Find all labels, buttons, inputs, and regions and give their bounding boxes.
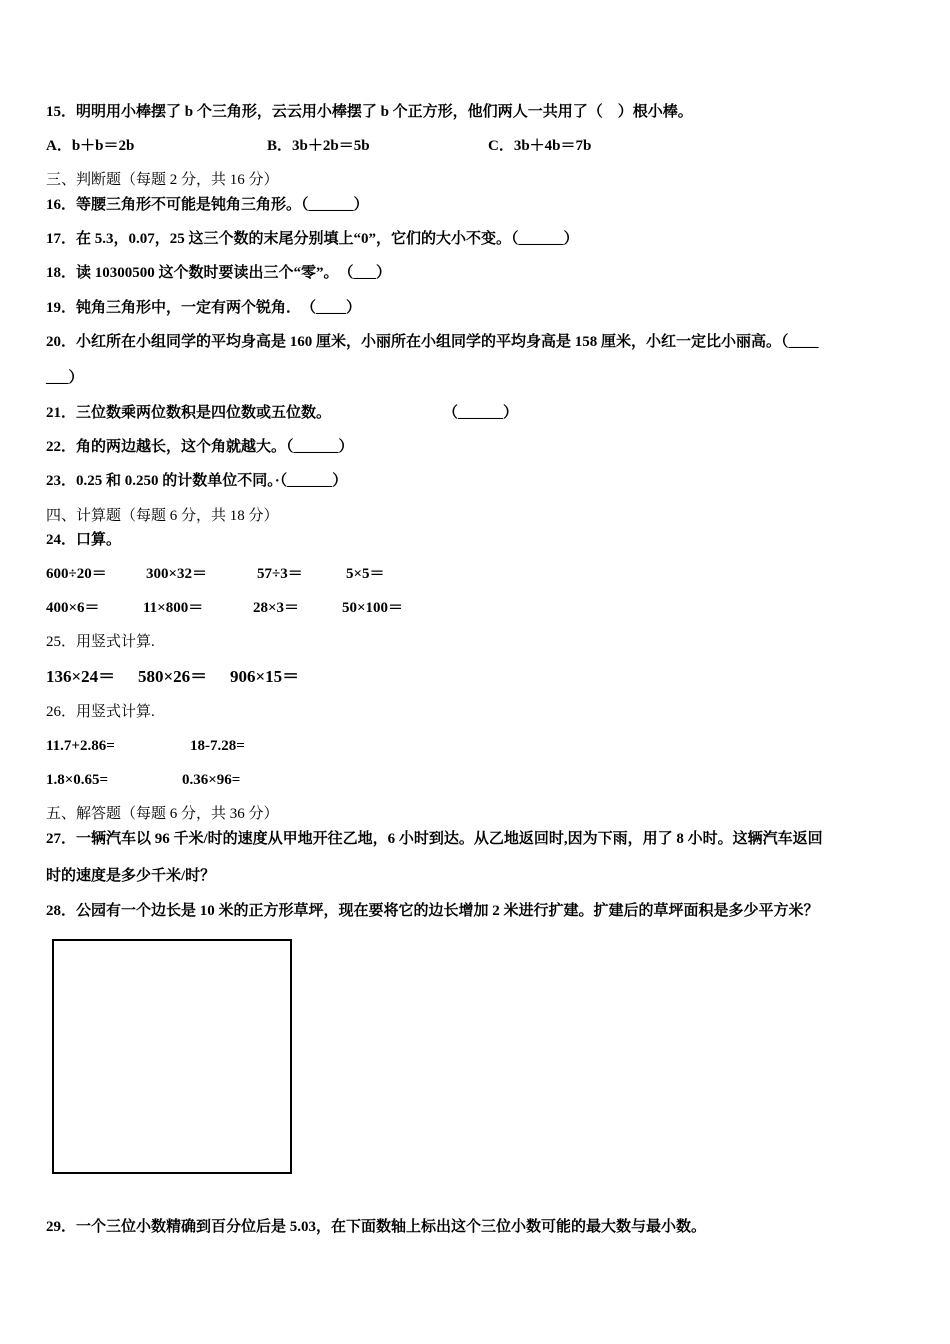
section3-title: 三、判断题（每题 2 分，共 16 分）	[46, 172, 279, 188]
q26-r2-c1: 1.8×0.65=	[46, 772, 109, 788]
q21: 21．三位数乘两位数积是四位数或五位数。	[46, 405, 332, 421]
section4-title: 四、计算题（每题 6 分，共 18 分）	[46, 508, 279, 524]
q15-stem: 15．明明用小棒摆了 b 个三角形，云云用小棒摆了 b 个正方形，他们两人一共用了（ ）根小棒。	[46, 104, 693, 120]
q25-stem: 25．用竖式计算.	[46, 634, 155, 650]
q26-r2-c2: 0.36×96=	[182, 772, 241, 788]
square-lawn-figure	[52, 939, 292, 1174]
q17: 17．在 5.3，0.07，25 这三个数的末尾分别填上“0”，它们的大小不变。（______）	[46, 231, 579, 247]
q19: 19．钝角三角形中，一定有两个锐角． （____）	[46, 300, 362, 316]
q24-r2-c2: 11×800＝	[143, 600, 204, 616]
q26-stem: 26．用竖式计算.	[46, 704, 155, 720]
q26-r1-c1: 11.7+2.86=	[46, 738, 115, 754]
q15-option-b: B．3b＋2b＝5b	[267, 138, 370, 154]
q26-r1-c2: 18-7.28=	[190, 738, 245, 754]
q27-line2: 时的速度是多少千米/时？	[46, 868, 216, 884]
q24-r2-c1: 400×6＝	[46, 600, 100, 616]
q20-line1: 20．小红所在小组同学的平均身高是 160 厘米，小丽所在小组同学的平均身高是 158 厘米，小红一定比小丽高。（____	[46, 334, 819, 350]
q24-r1-c3: 57÷3＝	[257, 566, 303, 582]
q22: 22．角的两边越长，这个角就越大。（______）	[46, 439, 354, 455]
q25-c1: 136×24＝	[46, 667, 116, 686]
q24-r2-c3: 28×3＝	[253, 600, 300, 616]
q28: 28．公园有一个边长是 10 米的正方形草坪，现在要将它的边长增加 2 米进行扩建。扩建后的草坪面积是多少平方米？	[46, 903, 819, 919]
q25-c3: 906×15＝	[230, 667, 300, 686]
section5-title: 五、解答题（每题 6 分，共 36 分）	[46, 806, 279, 822]
q24-r1-c4: 5×5＝	[346, 566, 385, 582]
q24-r1-c2: 300×32＝	[146, 566, 208, 582]
q24-r1-c1: 600÷20＝	[46, 566, 107, 582]
q15-option-c: C．3b＋4b＝7b	[488, 138, 592, 154]
q20-line2: ___）	[46, 370, 84, 386]
q21-blank: （______）	[443, 405, 519, 421]
q27-line1: 27．一辆汽车以 96 千米/时的速度从甲地开往乙地，6 小时到达。从乙地返回时,因为下雨，用了 8 小时。这辆汽车返回	[46, 831, 823, 847]
q16: 16．等腰三角形不可能是钝角三角形。（______）	[46, 197, 369, 213]
q18: 18．读 10300500 这个数时要读出三个“零”。 （___）	[46, 265, 392, 281]
q29: 29．一个三位小数精确到百分位后是 5.03，在下面数轴上标出这个三位小数可能的最大数与最小数。	[46, 1219, 707, 1235]
q24-stem: 24．口算。	[46, 532, 122, 548]
q24-r2-c4: 50×100＝	[342, 600, 404, 616]
q15-option-a: A．b＋b＝2b	[46, 138, 135, 154]
q23: 23．0.25 和 0.250 的计数单位不同。·（______）	[46, 473, 348, 489]
q25-c2: 580×26＝	[138, 667, 208, 686]
